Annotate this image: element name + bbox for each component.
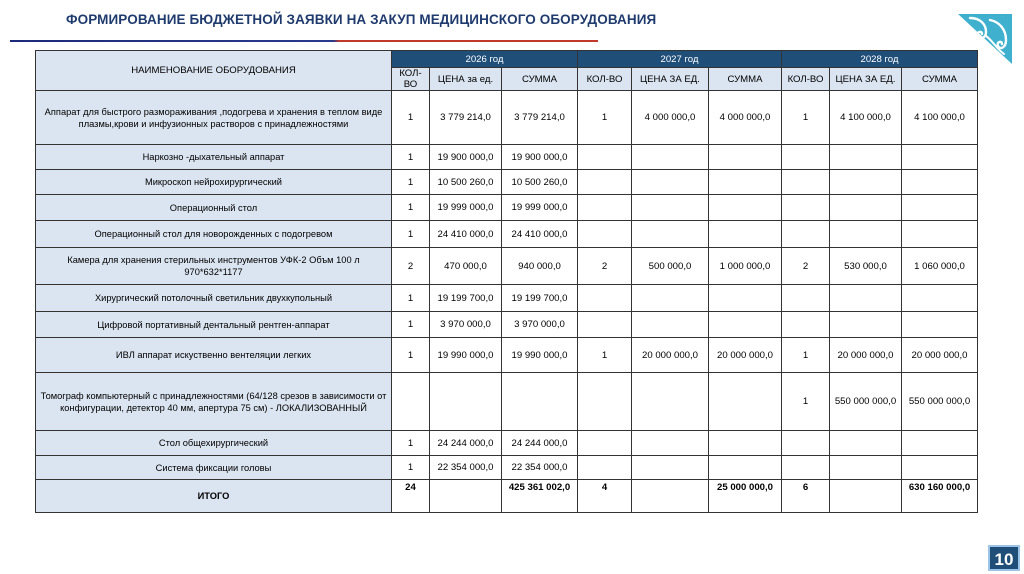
- table-cell: [709, 145, 782, 170]
- table-cell: 24 410 000,0: [502, 221, 578, 248]
- table-cell: 1: [782, 373, 830, 431]
- table-cell: [782, 285, 830, 312]
- table-cell: 2: [578, 248, 632, 285]
- table-cell: [392, 373, 430, 431]
- table-row: [36, 170, 978, 195]
- table-cell: [709, 312, 782, 338]
- table-cell: 940 000,0: [502, 248, 578, 285]
- header-price-2026: ЦЕНА за ед.: [430, 68, 502, 91]
- header-price-2028: ЦЕНА ЗА ЕД.: [830, 68, 902, 91]
- table-cell: 20 000 000,0: [709, 338, 782, 373]
- table-cell: [709, 195, 782, 221]
- table-cell: [902, 285, 978, 312]
- header-year-2027: 2027 год: [578, 51, 782, 68]
- table-cell: 3 779 214,0: [430, 91, 502, 145]
- table-cell: [578, 431, 632, 456]
- table-cell: 19 990 000,0: [430, 338, 502, 373]
- table-cell: [632, 221, 709, 248]
- header-qty-2026: КОЛ-ВО: [392, 68, 430, 91]
- table-cell: 19 999 000,0: [430, 195, 502, 221]
- table-cell: [632, 195, 709, 221]
- total-cell: 4: [578, 480, 632, 513]
- table-cell: 1: [392, 195, 430, 221]
- table-cell: 19 990 000,0: [502, 338, 578, 373]
- equipment-name: Камера для хранения стерильных инструментов УФК-2 Объм 100 л 970*632*1177: [36, 248, 392, 285]
- table-cell: [578, 221, 632, 248]
- table-cell: [902, 431, 978, 456]
- table-cell: 1: [392, 338, 430, 373]
- table-cell: [830, 221, 902, 248]
- table-cell: [578, 456, 632, 480]
- table-row: [36, 285, 978, 312]
- table-cell: [578, 170, 632, 195]
- table-row: [36, 338, 978, 373]
- table-cell: [709, 373, 782, 431]
- page-title: ФОРМИРОВАНИЕ БЮДЖЕТНОЙ ЗАЯВКИ НА ЗАКУП МЕДИЦИНСКОГО ОБОРУДОВАНИЯ: [66, 12, 657, 27]
- table-cell: 1: [782, 338, 830, 373]
- table-cell: 4 000 000,0: [709, 91, 782, 145]
- table-cell: 1: [392, 221, 430, 248]
- equipment-name: Микроскоп нейрохирургический: [36, 170, 392, 195]
- header-sum-2028: СУММА: [902, 68, 978, 91]
- table-cell: [830, 285, 902, 312]
- table-cell: [632, 456, 709, 480]
- table-cell: 2: [392, 248, 430, 285]
- table-cell: 24 244 000,0: [502, 431, 578, 456]
- table-cell: [782, 221, 830, 248]
- table-cell: 22 354 000,0: [430, 456, 502, 480]
- table-row: [36, 456, 978, 480]
- total-cell: [632, 480, 709, 513]
- table-cell: [578, 373, 632, 431]
- table-cell: [578, 285, 632, 312]
- table-cell: 3 970 000,0: [430, 312, 502, 338]
- table-cell: 470 000,0: [430, 248, 502, 285]
- table-cell: 3 779 214,0: [502, 91, 578, 145]
- total-cell: [830, 480, 902, 513]
- header-qty-2028: КОЛ-ВО: [782, 68, 830, 91]
- table-cell: [430, 373, 502, 431]
- table-cell: [782, 170, 830, 195]
- table-cell: 1: [578, 91, 632, 145]
- table-cell: 10 500 260,0: [502, 170, 578, 195]
- header-qty-2027: КОЛ-ВО: [578, 68, 632, 91]
- table-cell: 19 900 000,0: [430, 145, 502, 170]
- table-cell: 1: [392, 145, 430, 170]
- table-cell: [709, 170, 782, 195]
- table-row: [36, 91, 978, 145]
- table-cell: 1: [782, 91, 830, 145]
- table-cell: 19 900 000,0: [502, 145, 578, 170]
- table-cell: [902, 456, 978, 480]
- table-cell: [709, 285, 782, 312]
- table-cell: 1: [392, 456, 430, 480]
- table-cell: [632, 170, 709, 195]
- header-sum-2027: СУММА: [709, 68, 782, 91]
- equipment-name: Операционный стол для новорожденных с подогревом: [36, 221, 392, 248]
- table-cell: 19 999 000,0: [502, 195, 578, 221]
- table-cell: 1: [578, 338, 632, 373]
- table-cell: [632, 312, 709, 338]
- table-cell: 500 000,0: [632, 248, 709, 285]
- total-cell: 25 000 000,0: [709, 480, 782, 513]
- equipment-name: Наркозно -дыхательный аппарат: [36, 145, 392, 170]
- equipment-name: Аппарат для быстрого размораживания ,подогрева и хранения в теплом виде плазмы,крови и инфузионных растворов с принадлежностями: [36, 91, 392, 145]
- table-cell: [902, 195, 978, 221]
- table-cell: [502, 373, 578, 431]
- title-underline: [10, 40, 598, 42]
- table-cell: [578, 195, 632, 221]
- total-label: ИТОГО: [36, 480, 392, 513]
- table-cell: [902, 221, 978, 248]
- table-cell: [632, 285, 709, 312]
- table-cell: [709, 431, 782, 456]
- table-cell: 2: [782, 248, 830, 285]
- table-cell: [709, 221, 782, 248]
- table-cell: 19 199 700,0: [502, 285, 578, 312]
- table-cell: [830, 145, 902, 170]
- budget-table: [35, 50, 978, 513]
- total-cell: 425 361 002,0: [502, 480, 578, 513]
- table-cell: [782, 456, 830, 480]
- table-cell: 1: [392, 91, 430, 145]
- table-cell: [632, 373, 709, 431]
- total-cell: 630 160 000,0: [902, 480, 978, 513]
- table-cell: 550 000 000,0: [830, 373, 902, 431]
- table-cell: 1: [392, 170, 430, 195]
- header-year-2026: 2026 год: [392, 51, 578, 68]
- equipment-name: Хирургический потолочный светильник двухкупольный: [36, 285, 392, 312]
- header-name-col: НАИМЕНОВАНИЕ ОБОРУДОВАНИЯ: [36, 51, 392, 91]
- equipment-name: Томограф компьютерный с принадлежностями (64/128 срезов в зависимости от конфигурации, детектор 40 мм, апертура 75 см) - ЛОКАЛИЗОВАННЫЙ: [36, 373, 392, 431]
- table-cell: [902, 170, 978, 195]
- table-cell: 1 000 000,0: [709, 248, 782, 285]
- table-cell: 10 500 260,0: [430, 170, 502, 195]
- table-cell: 4 000 000,0: [632, 91, 709, 145]
- table-cell: 530 000,0: [830, 248, 902, 285]
- equipment-name: Система фиксации головы: [36, 456, 392, 480]
- table-cell: 550 000 000,0: [902, 373, 978, 431]
- table-row: [36, 195, 978, 221]
- table-cell: 20 000 000,0: [902, 338, 978, 373]
- table-cell: [782, 195, 830, 221]
- header-price-2027: ЦЕНА ЗА ЕД.: [632, 68, 709, 91]
- table-cell: 1: [392, 312, 430, 338]
- table-cell: [830, 431, 902, 456]
- equipment-name: ИВЛ аппарат искуственно вентеляции легких: [36, 338, 392, 373]
- table-cell: 1 060 000,0: [902, 248, 978, 285]
- equipment-name: Операционный стол: [36, 195, 392, 221]
- table-row: [36, 145, 978, 170]
- table-cell: [782, 145, 830, 170]
- table-cell: 1: [392, 285, 430, 312]
- table-cell: [830, 456, 902, 480]
- table-cell: 20 000 000,0: [632, 338, 709, 373]
- table-row: [36, 221, 978, 248]
- total-row: [36, 480, 978, 513]
- table-cell: 24 244 000,0: [430, 431, 502, 456]
- table-cell: [632, 431, 709, 456]
- total-cell: [430, 480, 502, 513]
- total-cell: 6: [782, 480, 830, 513]
- table-cell: 4 100 000,0: [902, 91, 978, 145]
- table-cell: 19 199 700,0: [430, 285, 502, 312]
- table-cell: [902, 312, 978, 338]
- table-cell: [578, 312, 632, 338]
- table-cell: [830, 312, 902, 338]
- table-row: [36, 248, 978, 285]
- equipment-name: Цифровой портативный дентальный рентген-аппарат: [36, 312, 392, 338]
- table-cell: [632, 145, 709, 170]
- table-row: [36, 373, 978, 431]
- table-cell: [782, 312, 830, 338]
- header-sum-2026: СУММА: [502, 68, 578, 91]
- header-year-2028: 2028 год: [782, 51, 978, 68]
- table-cell: 24 410 000,0: [430, 221, 502, 248]
- table-cell: [578, 145, 632, 170]
- table-cell: [830, 170, 902, 195]
- table-row: [36, 312, 978, 338]
- table-cell: [782, 431, 830, 456]
- table-row: [36, 431, 978, 456]
- table-cell: [830, 195, 902, 221]
- equipment-name: Стол общехирургический: [36, 431, 392, 456]
- table-cell: 20 000 000,0: [830, 338, 902, 373]
- table-cell: 1: [392, 431, 430, 456]
- page-number-badge: 10: [988, 545, 1020, 571]
- table-cell: [902, 145, 978, 170]
- table-cell: [709, 456, 782, 480]
- table-cell: 22 354 000,0: [502, 456, 578, 480]
- table-cell: 4 100 000,0: [830, 91, 902, 145]
- total-cell: 24: [392, 480, 430, 513]
- table-cell: 3 970 000,0: [502, 312, 578, 338]
